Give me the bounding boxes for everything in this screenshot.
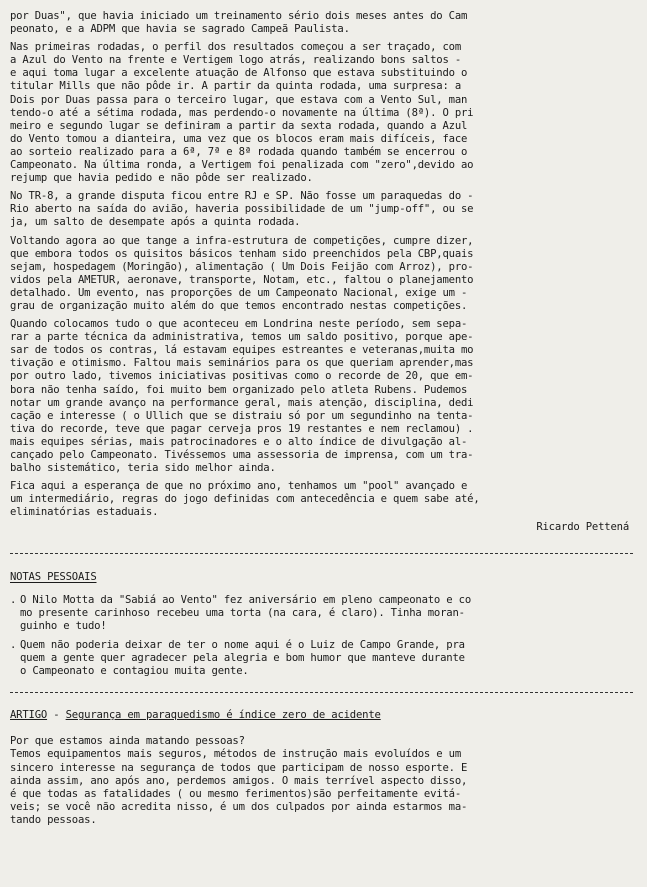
- text-line: do Vento tomou a dianteira, uma vez que os blocos eram mais difíceis, face: [10, 132, 468, 145]
- text-line: que embora todos os quisitos básicos tenham sido preenchidos pela CBP,quais: [10, 247, 474, 260]
- article-subtitle: Segurança em paraquedismo é índice zero de acidente: [65, 709, 381, 722]
- text-line: meiro e segundo lugar se definiram a partir da sexta rodada, quando a Azul: [10, 119, 468, 132]
- text-line: vidos pela AMETUR, aeronave, transporte, Notam, etc., faltou o planejamento: [10, 273, 474, 286]
- text-line: cançado pelo Campeonato. Tivéssemos uma assessoria de imprensa, com um tra-: [10, 449, 474, 461]
- text-line: Rio aberto na saída do avião, haveria possibilidade de um "jump-off", ou se: [10, 203, 474, 216]
- list-item: [10, 594, 633, 633]
- report-paragraph-5: [10, 318, 633, 475]
- text-line: cação e interesse ( o Ullich que se distraiu só por um segundinho na tenta-: [10, 409, 474, 422]
- text-line: ja, um salto de desempate após a quinta rodada.: [10, 216, 301, 229]
- text-line: peonato, e a ADPM que havia se sagrado Campeã Paulista.: [10, 23, 350, 36]
- text-line: notar um grande avanço na performance geral, mais atenção, disciplina, dedi: [10, 396, 474, 409]
- text-line: sejam, hospedagem (Moringão), alimentação ( Um Dois Feijão com Arroz), pro-: [10, 260, 474, 273]
- text-line: tivação e otimismo. Faltou mais seminários para os que queriam aprender,mas: [10, 357, 474, 370]
- text-line: Temos equipamentos mais seguros, métodos de instrução mais evoluídos e um: [10, 748, 461, 761]
- text-line: guinho e tudo!: [20, 619, 107, 632]
- report-paragraph-4: [10, 235, 633, 314]
- bullet-icon: .: [10, 638, 17, 651]
- text-line: Quando colocamos tudo o que aconteceu em Londrina neste período, sem sepa-: [10, 318, 468, 331]
- text-line: Fica aqui a esperança de que no próximo ano, tenhamos um "pool" avançado e: [10, 480, 468, 493]
- text-line: o Campeonato e contagiou muita gente.: [20, 665, 249, 678]
- text-line: No TR-8, a grande disputa ficou entre RJ e SP. Não fosse um paraquedas do -: [10, 190, 474, 203]
- notes-title: NOTAS PESSOAIS: [10, 570, 97, 583]
- text-line: rar a parte técnica da administrativa, temos um saldo positivo, porque ape-: [10, 331, 474, 344]
- section-divider: [10, 553, 633, 554]
- text-line: é que todas as fatalidades ( ou mesmo ferimentos)são perfeitamente evitá-: [10, 787, 461, 800]
- text-line: Nas primeiras rodadas, o perfil dos resultados começou a ser traçado, com: [10, 41, 461, 54]
- bullet-icon: .: [10, 593, 17, 606]
- text-line: Voltando agora ao que tange a infra-estrutura de competições, cumpre dizer,: [10, 234, 474, 247]
- notes-list: [10, 594, 633, 679]
- text-line: um intermediário, regras do jogo definidas com antecedência e quem sabe até,: [10, 493, 480, 506]
- text-line: a Azul do Vento na frente e Vertigem logo atrás, realizando bons saltos -: [10, 54, 461, 67]
- report-paragraph-6: [10, 480, 633, 519]
- text-line: ainda assim, ano após ano, perdemos amigos. O mais terrível aspecto disso,: [10, 774, 468, 787]
- text-line: rejump que havia pedido e não pôde ser realizado.: [10, 172, 313, 185]
- text-line: ao sorteio realizado para a 6ª, 7ª e 8ª rodada quando também se encerrou o: [10, 145, 468, 158]
- author-signature: Ricardo Pettená: [536, 521, 629, 534]
- text-line: tiva do recorde, teve que pagar cerveja pros 19 restantes e nem reclamou) .: [10, 422, 474, 435]
- text-line: tendo-o até a sétima rodada, mas perdendo-o novamente na última (8ª). O pri: [10, 106, 474, 119]
- section-divider: [10, 692, 633, 693]
- text-line: mo presente carinhoso recebeu uma torta (na cara, é claro). Tinha moran-: [20, 606, 465, 619]
- article-label: ARTIGO: [10, 709, 48, 722]
- article-body: [10, 735, 633, 827]
- text-line: Quem não poderia deixar de ter o nome aqui é o Luiz de Campo Grande, pra: [20, 638, 465, 651]
- article-separator: -: [47, 709, 66, 722]
- list-item: [10, 639, 633, 678]
- personal-notes: [10, 571, 633, 679]
- report-paragraph-3: [10, 190, 633, 229]
- text-line: veis; se você não acredita nisso, é um dos culpados por ainda estarmos ma-: [10, 800, 468, 813]
- text-line: O Nilo Motta da "Sabiá ao Vento" fez aniversário em pleno campeonato e co: [20, 593, 471, 606]
- report-paragraph-1: [10, 10, 633, 36]
- text-line: por Duas", que havia iniciado um treinamento sério dois meses antes do Cam: [10, 10, 468, 22]
- text-line: quem a gente quer agradecer pela alegria e bom humor que manteve durante: [20, 652, 465, 665]
- text-line: por outro lado, tivemos iniciativas positivas como o recorde de 20, que em-: [10, 370, 474, 383]
- article-heading: [10, 709, 633, 722]
- text-line: e aqui toma lugar a excelente atuação de Alfonso que estava substituindo o: [10, 67, 468, 80]
- text-line: sar de todos os contras, lá estavam equipes estreantes e veteranas,muita mo: [10, 344, 474, 357]
- text-line: detalhado. Um evento, nas proporções de um Campeonato Nacional, exige um -: [10, 286, 468, 299]
- report-paragraph-2: [10, 41, 633, 185]
- text-line: grau de organização muito além do que temos encontrado nestas competições.: [10, 299, 468, 312]
- text-line: Por que estamos ainda matando pessoas?: [10, 735, 245, 748]
- text-line: bora não tenha saído, foi muito bem organizado pelo atleta Rubens. Pudemos: [10, 383, 468, 396]
- text-line: Dois por Duas passa para o terceiro lugar, que estava com a Vento Sul, man: [10, 93, 468, 106]
- text-line: balho sistemático, teria sido melhor ainda.: [10, 462, 276, 475]
- text-line: eliminatórias estaduais.: [10, 506, 159, 519]
- text-line: Campeonato. Na última ronda, a Vertigem foi penalizada com "zero",devido ao: [10, 159, 474, 172]
- article: [10, 709, 633, 827]
- text-line: tando pessoas.: [10, 813, 97, 826]
- text-line: sincero interesse na segurança de todos que participam de nosso esporte. E: [10, 761, 468, 774]
- text-line: mais equipes sérias, mais patrocinadores e o alto índice de divulgação al-: [10, 435, 468, 448]
- championship-report: [10, 10, 633, 535]
- text-line: titular Mills que não pôde ir. A partir da quinta rodada, uma surpresa: a: [10, 80, 461, 93]
